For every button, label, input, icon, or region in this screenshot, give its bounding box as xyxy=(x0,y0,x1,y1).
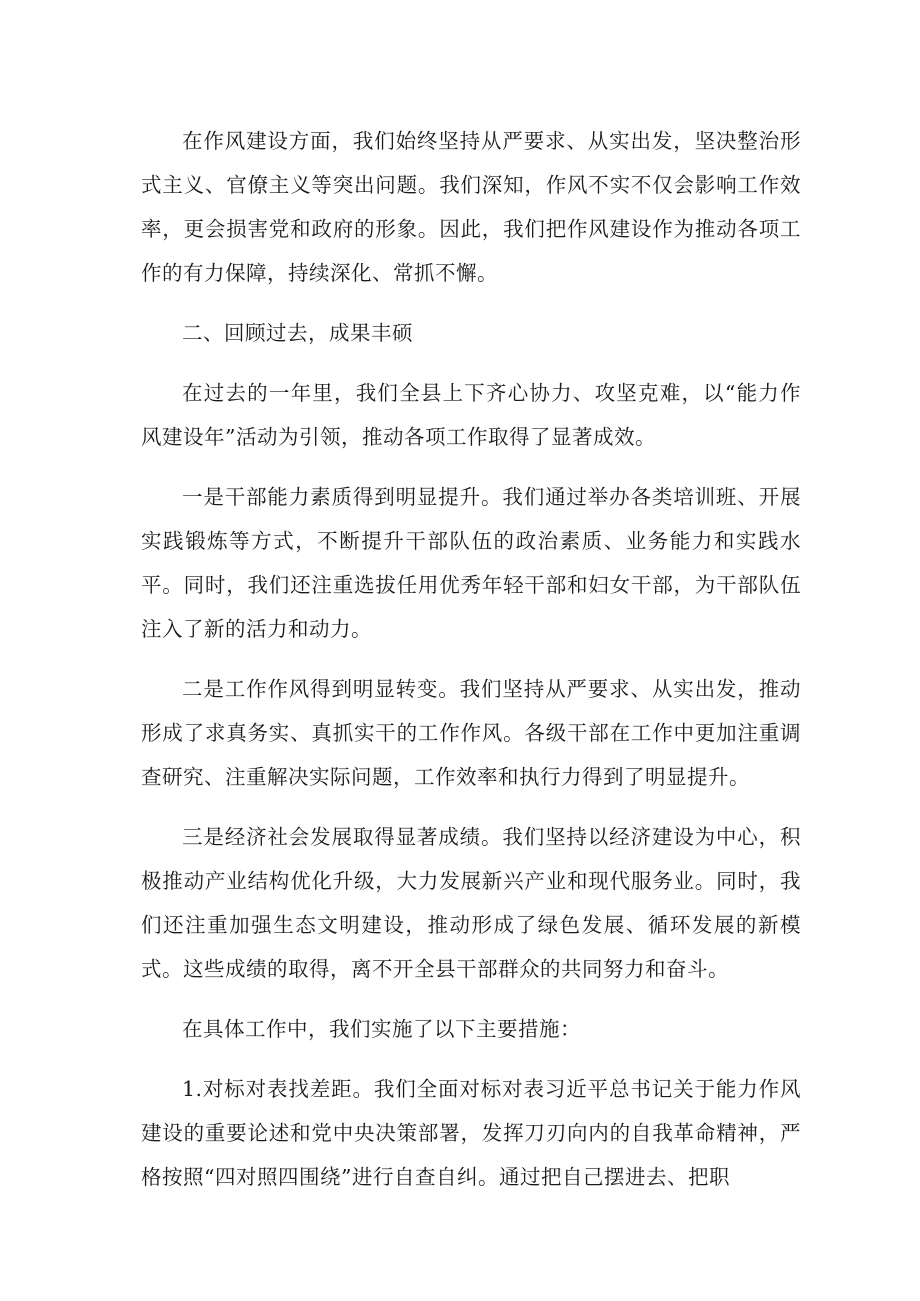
paragraph-work-style: 在作风建设方面，我们始终坚持从严要求、从实出发，坚决整治形式主义、官僚主义等突出问题。我们深知，作风不实不仅会影响工作效率，更会损害党和政府的形象。因此，我们把作风建设作为推动各项工作的有力保障，持续深化、常抓不懈。 xyxy=(141,129,801,285)
paragraph-economic-development: 三是经济社会发展取得显著成绩。我们坚持以经济建设为中心，积极推动产业结构优化升级，大力发展新兴产业和现代服务业。同时，我们还注重加强生态文明建设，推动形成了绿色发展、循环发展的新模式。这些成绩的取得，离不开全县干部群众的共同努力和奋斗。 xyxy=(141,825,801,981)
paragraph-measures-intro: 在具体工作中，我们实施了以下主要措施： xyxy=(182,1017,581,1041)
section-heading-review: 二、回顾过去，成果丰硕 xyxy=(182,321,413,345)
paragraph-work-style-change: 二是工作作风得到明显转变。我们坚持从严要求、从实出发，推动形成了求真务实、真抓实干的工作作风。各级干部在工作中更加注重调查研究、注重解决实际问题，工作效率和执行力得到了明显提升。 xyxy=(141,677,801,789)
paragraph-measure-1: 1.对标对表找差距。我们全面对标对表习近平总书记关于能力作风建设的重要论述和党中央决策部署，发挥刀刃向内的自我革命精神，严格按照“四对照四围绕”进行自查自纠。通过把自己摆进去、把职 xyxy=(141,1077,801,1189)
paragraph-past-year: 在过去的一年里，我们全县上下齐心协力、攻坚克难，以“能力作风建设年”活动为引领，推动各项工作取得了显著成效。 xyxy=(141,381,801,449)
paragraph-cadre-ability: 一是干部能力素质得到明显提升。我们通过举办各类培训班、开展实践锻炼等方式，不断提升干部队伍的政治素质、业务能力和实践水平。同时，我们还注重选拔任用优秀年轻干部和妇女干部，为干部队伍注入了新的活力和动力。 xyxy=(141,485,801,641)
document-body xyxy=(141,119,801,1199)
